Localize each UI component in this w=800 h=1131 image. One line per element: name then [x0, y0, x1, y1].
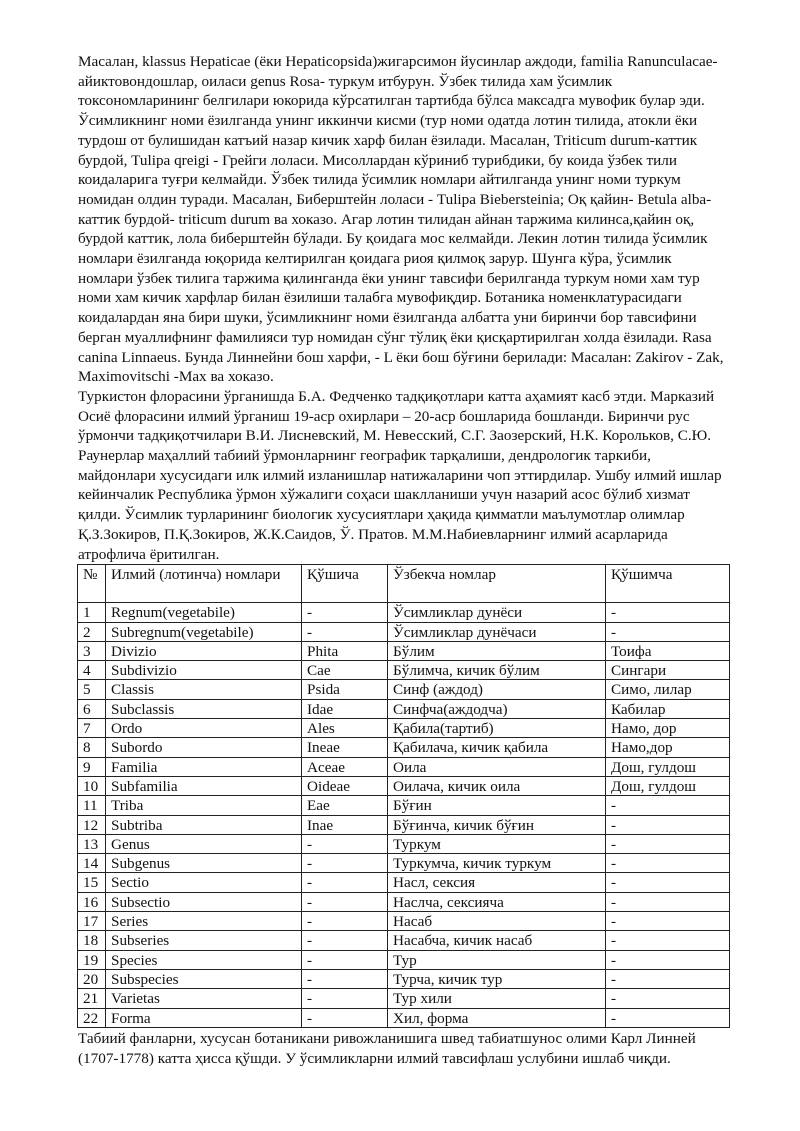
cell-latin-name: Species: [106, 950, 302, 969]
cell-addition: -: [606, 931, 730, 950]
cell-addition: -: [606, 912, 730, 931]
cell-suffix: -: [302, 892, 388, 911]
cell-number: 1: [78, 603, 106, 622]
cell-addition: -: [606, 854, 730, 873]
cell-number: 10: [78, 776, 106, 795]
cell-suffix: -: [302, 603, 388, 622]
cell-number: 16: [78, 892, 106, 911]
cell-latin-name: Varietas: [106, 989, 302, 1008]
cell-addition: -: [606, 1008, 730, 1027]
table-body: [78, 603, 730, 1028]
cell-suffix: -: [302, 912, 388, 931]
cell-latin-name: Sectio: [106, 873, 302, 892]
cell-latin-name: Subclassis: [106, 699, 302, 718]
table-row: [78, 950, 730, 969]
cell-addition: Симо, лилар: [606, 680, 730, 699]
cell-addition: -: [606, 892, 730, 911]
header-number: №: [78, 565, 106, 603]
table-row: [78, 738, 730, 757]
cell-number: 14: [78, 854, 106, 873]
cell-number: 21: [78, 989, 106, 1008]
cell-latin-name: Subspecies: [106, 969, 302, 988]
cell-suffix: Eae: [302, 796, 388, 815]
cell-suffix: Ales: [302, 719, 388, 738]
cell-addition: Сингари: [606, 661, 730, 680]
cell-number: 5: [78, 680, 106, 699]
cell-suffix: -: [302, 834, 388, 853]
cell-uzbek-name: Оилача, кичик оила: [388, 776, 606, 795]
cell-suffix: Inae: [302, 815, 388, 834]
cell-suffix: Idae: [302, 699, 388, 718]
table-row: [78, 989, 730, 1008]
paragraph-turkestan-flora: Туркистон флорасини ўрганишда Б.А. Федченко тадқиқотлари катта аҳамият касб этди. Марказий Осиё флорасини илмий ўрганиш 19-аср охирлари – 20-аср бошларида бошланди. Биринчи рус ўрмончи тадқиқотчилари В.И. Лисневский, М. Невесский, С.Г. Заозерский, Н.К. Корольков, С.Ю. Раунерлар маҳаллий табиий ўрмонларнинг географик тарқалиши, дендрологик таркиби, майдонлари хусусидаги илк илмий изланишлар натижаларини чоп эттирдилар. Ушбу илмий ишлар кейинчалик Республика ўрмон хўжалиги соҳаси шаклланиши учун назарий асос бўлиб хизмат қилди. Ўсимлик турларининг биологик хусусиятлари ҳақида қимматли маълумотлар олимлар Қ.З.Зокиров, П.Қ.Зокиров, Ж.К.Саидов, Ў. Пратов. М.М.Набиевларнинг илмий асарларида атрофлича ёритилган.: [78, 387, 722, 563]
cell-number: 19: [78, 950, 106, 969]
cell-latin-name: Classis: [106, 680, 302, 699]
header-latin-names: Илмий (лотинча) номлари: [106, 565, 302, 603]
cell-addition: Намо, дор: [606, 719, 730, 738]
cell-addition: Дош, гулдош: [606, 757, 730, 776]
cell-uzbek-name: Насаб: [388, 912, 606, 931]
cell-suffix: Ineae: [302, 738, 388, 757]
table-row: [78, 757, 730, 776]
cell-number: 18: [78, 931, 106, 950]
cell-latin-name: Subdivizio: [106, 661, 302, 680]
table-row: [78, 931, 730, 950]
table-row: [78, 603, 730, 622]
cell-uzbek-name: Туркумча, кичик туркум: [388, 854, 606, 873]
table-row: [78, 661, 730, 680]
cell-uzbek-name: Тур хили: [388, 989, 606, 1008]
cell-addition: -: [606, 815, 730, 834]
cell-uzbek-name: Туркум: [388, 834, 606, 853]
cell-suffix: -: [302, 854, 388, 873]
table-row: [78, 641, 730, 660]
cell-latin-name: Regnum(vegetabile): [106, 603, 302, 622]
table-row: [78, 892, 730, 911]
cell-latin-name: Genus: [106, 834, 302, 853]
cell-number: 8: [78, 738, 106, 757]
cell-number: 13: [78, 834, 106, 853]
cell-latin-name: Divizio: [106, 641, 302, 660]
cell-addition: Намо,дор: [606, 738, 730, 757]
cell-number: 4: [78, 661, 106, 680]
cell-suffix: -: [302, 950, 388, 969]
cell-addition: -: [606, 969, 730, 988]
cell-suffix: Psida: [302, 680, 388, 699]
cell-latin-name: Subgenus: [106, 854, 302, 873]
cell-suffix: -: [302, 1008, 388, 1027]
cell-uzbek-name: Бўғинча, кичик бўғин: [388, 815, 606, 834]
document-page: [78, 52, 726, 1068]
cell-uzbek-name: Насабча, кичик насаб: [388, 931, 606, 950]
cell-addition: -: [606, 603, 730, 622]
cell-addition: -: [606, 622, 730, 641]
cell-suffix: Aceae: [302, 757, 388, 776]
cell-addition: -: [606, 989, 730, 1008]
cell-latin-name: Familia: [106, 757, 302, 776]
cell-number: 6: [78, 699, 106, 718]
cell-uzbek-name: Хил, форма: [388, 1008, 606, 1027]
cell-suffix: -: [302, 622, 388, 641]
cell-latin-name: Subfamilia: [106, 776, 302, 795]
cell-addition: -: [606, 834, 730, 853]
cell-uzbek-name: Қабилача, кичик қабила: [388, 738, 606, 757]
cell-latin-name: Subsectio: [106, 892, 302, 911]
table-row: [78, 776, 730, 795]
table-row: [78, 854, 730, 873]
header-addition: Қўшимча: [606, 565, 730, 603]
cell-latin-name: Subordo: [106, 738, 302, 757]
cell-uzbek-name: Қабила(тартиб): [388, 719, 606, 738]
cell-uzbek-name: Ўсимликлар дунёчаси: [388, 622, 606, 641]
cell-latin-name: Triba: [106, 796, 302, 815]
cell-suffix: Cae: [302, 661, 388, 680]
cell-uzbek-name: Бўлим: [388, 641, 606, 660]
cell-number: 2: [78, 622, 106, 641]
table-row: [78, 680, 730, 699]
table-row: [78, 1008, 730, 1027]
table-row: [78, 873, 730, 892]
cell-uzbek-name: Синф (аждод): [388, 680, 606, 699]
cell-suffix: -: [302, 969, 388, 988]
cell-number: 3: [78, 641, 106, 660]
cell-number: 9: [78, 757, 106, 776]
cell-suffix: Phita: [302, 641, 388, 660]
table-row: [78, 815, 730, 834]
cell-addition: Кабилар: [606, 699, 730, 718]
cell-number: 20: [78, 969, 106, 988]
cell-uzbek-name: Бўлимча, кичик бўлим: [388, 661, 606, 680]
table-row: [78, 699, 730, 718]
table-row: [78, 969, 730, 988]
cell-number: 22: [78, 1008, 106, 1027]
header-suffix: Қўшича: [302, 565, 388, 603]
cell-suffix: -: [302, 931, 388, 950]
cell-uzbek-name: Наслча, сексияча: [388, 892, 606, 911]
cell-addition: Дош, гулдош: [606, 776, 730, 795]
cell-suffix: Oideae: [302, 776, 388, 795]
cell-uzbek-name: Оила: [388, 757, 606, 776]
header-uzbek-names: Ўзбекча номлар: [388, 565, 606, 603]
cell-latin-name: Subtriba: [106, 815, 302, 834]
table-header-row: [78, 565, 730, 603]
cell-uzbek-name: Бўғин: [388, 796, 606, 815]
paragraph-linnaeus: Табиий фанларни, хусусан ботаникани ривожланишига швед табиатшунос олими Карл Линней (1707-1778) катта ҳисса қўшди. У ўсимликларни илмий тавсифлаш услубини ишлаб чиқди.: [78, 1029, 696, 1067]
cell-uzbek-name: Тур: [388, 950, 606, 969]
cell-number: 12: [78, 815, 106, 834]
cell-addition: Тоифа: [606, 641, 730, 660]
cell-number: 11: [78, 796, 106, 815]
cell-latin-name: Subregnum(vegetabile): [106, 622, 302, 641]
paragraph-nomenclature-rules: Масалан, klassus Hepaticae (ёки Hepaticopsida)жигарсимон йусинлар аждоди, familia Ranunculacae-айиктовондошлар, оиласи genus Rosa- туркум итбурун. Ўзбек тилида хам ўсимлик токсономларининг белгилари юкорида кўрсатилган тартибда бўлса максадга мувофик булар эди. Ўсимликнинг номи ёзилганда унинг иккинчи кисми (тур номи одатда лотин тилида, атокли ёки турдош от булишидан катъий назар кичик харф билан ёзилади. Масалан, Triticum durum-каттик бурдой, Tulipa qreigi - Грейги лоласи. Мисоллардан кўриниб турибдики, бу коида ўзбек тили коидаларига туғри келмайди. Ўзбек тилида ўсимлик номлари айтилганда унинг номи туркум номидан олдин туради. Масалан, Биберштейн лоласи - Tulipa Biebersteinia; Оқ қайин- Betula alba-каттик бурдой- triticum durum ва хоказо. Агар лотин тилидан айнан таржима килинса,қайин оқ, бурдой каттик, лола биберштейн бўлади. Бу қоидага мос келмайди. Лекин лотин тилида ўсимлик номлари ёзилганда юқорида келтирилган қоидага риоя қилмоқ зарур. Шунга кўра, ўсимлик номлари ўзбек тилига таржима қилинганда ёки унинг тавсифи берилганда туркум номи хам тур номи хам кичик харфлар билан ёзилиши талабга мувофиқдир. Ботаника номенклатурасидаги коидалардан яна бири шуки, ўсимликнинг номи ёзилганда албатта уни биринчи бор тавсифини берган муаллифнинг фамилияси тур номидан сўнг тўлиқ ёки қисқартирилган холда ёзилади. Rasa canina Linnaeus. Бунда Линнейни бош харфи, - L ёки бош бўғини берилади: Масалан: Zakirov - Zak, Maximovitschi -Max ва хоказо.: [78, 53, 724, 386]
cell-latin-name: Forma: [106, 1008, 302, 1027]
cell-number: 15: [78, 873, 106, 892]
cell-latin-name: Ordo: [106, 719, 302, 738]
cell-addition: -: [606, 950, 730, 969]
table-row: [78, 796, 730, 815]
cell-latin-name: Subseries: [106, 931, 302, 950]
cell-number: 17: [78, 912, 106, 931]
cell-uzbek-name: Ўсимликлар дунёси: [388, 603, 606, 622]
taxonomy-table: [77, 564, 730, 1028]
cell-uzbek-name: Турча, кичик тур: [388, 969, 606, 988]
cell-latin-name: Series: [106, 912, 302, 931]
cell-suffix: -: [302, 873, 388, 892]
cell-addition: -: [606, 873, 730, 892]
table-row: [78, 622, 730, 641]
cell-uzbek-name: Насл, сексия: [388, 873, 606, 892]
table-row: [78, 719, 730, 738]
table-row: [78, 834, 730, 853]
table-row: [78, 912, 730, 931]
cell-addition: -: [606, 796, 730, 815]
cell-uzbek-name: Синфча(аждодча): [388, 699, 606, 718]
cell-number: 7: [78, 719, 106, 738]
cell-suffix: -: [302, 989, 388, 1008]
